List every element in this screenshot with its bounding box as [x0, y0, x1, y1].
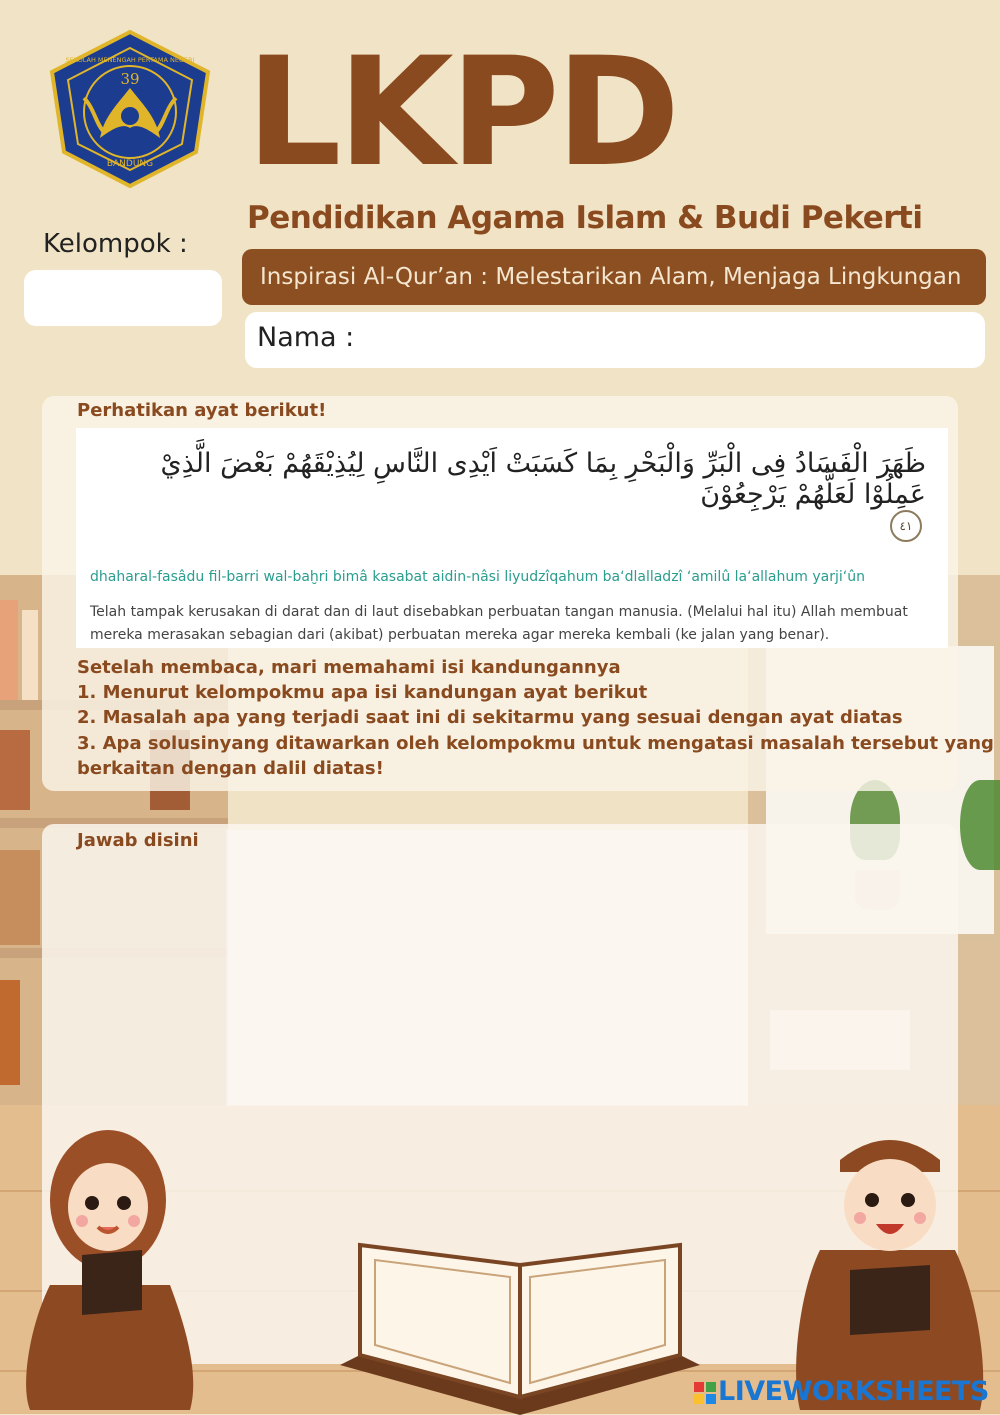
kelompok-input[interactable]: [24, 270, 222, 326]
logo-number: 39: [120, 70, 140, 88]
answer-textarea[interactable]: [226, 830, 748, 1106]
kelompok-label: Kelompok :: [43, 229, 188, 259]
page-title: LKPD: [246, 26, 677, 200]
book-decoration: [22, 610, 38, 700]
subject-heading: Pendidikan Agama Islam & Budi Pekerti: [247, 200, 923, 236]
question-3-continued: berkaitan dengan dalil diatas!: [77, 758, 384, 779]
logo-top-text: SEKOLAH MENENGAH PERTAMA NEGERI: [65, 56, 195, 64]
liveworksheets-logo-icon: [694, 1382, 716, 1404]
reading-prompt: Perhatikan ayat berikut!: [77, 400, 327, 421]
verse-number: ٤١: [890, 510, 922, 542]
nama-field[interactable]: [245, 312, 985, 368]
question-2: 2. Masalah apa yang terjadi saat ini di sekitarmu yang sesuai dengan ayat diatas: [77, 707, 903, 728]
latin-transliteration: dhaharal-fasâdu fil-barri wal-baḫri bimâ kasabat aidin-nâsi liyudzîqahum ba‘dlalladzî ‘amilû la‘allahum yarji‘ûn: [90, 569, 865, 585]
question-3: 3. Apa solusinyang ditawarkan oleh kelompokmu untuk mengatasi masalah tersebut yang: [77, 733, 994, 754]
liveworksheets-watermark: [694, 1376, 989, 1407]
book-decoration: [0, 600, 18, 700]
boy-reading-illustration: [790, 1120, 990, 1410]
topic-banner: Inspirasi Al-Qur’an : Melestarikan Alam, Menjaga Lingkungan: [242, 249, 986, 305]
plant-decoration: [960, 780, 1000, 870]
answer-label: Jawab disini: [77, 830, 199, 851]
girl-reading-illustration: [20, 1125, 200, 1410]
arabic-verse: ظَهَرَ الْفَسَادُ فِى الْبَرِّ وَالْبَحْرِ بِمَا كَسَبَتْ اَيْدِى النَّاسِ لِيُذِيْقَهُمْ بَعْضَ الَّذِيْ عَمِلُوْا لَعَلَّهُمْ يَرْجِعُوْنَ: [160, 448, 926, 510]
verse-translation: Telah tampak kerusakan di darat dan di laut disebabkan perbuatan tangan manusia. (Melalui hal itu) Allah membuat mereka merasakan sebagian dari (akibat) perbuatan mereka agar mereka kembali (ke jalan yang benar).: [90, 604, 908, 643]
book-decoration: [0, 850, 40, 945]
open-quran-illustration: [320, 1225, 720, 1415]
logo-bottom-text: BANDUNG: [106, 159, 154, 169]
book-decoration: [0, 980, 20, 1085]
question-1: 1. Menurut kelompokmu apa isi kandungan ayat berikut: [77, 682, 648, 703]
nama-label: Nama :: [257, 322, 355, 353]
school-emblem-icon: [44, 28, 216, 190]
watermark-text: LIVEWORKSHEETS: [718, 1376, 989, 1407]
book-decoration: [0, 730, 30, 810]
instructions-intro: Setelah membaca, mari memahami isi kandungannya: [77, 657, 621, 678]
